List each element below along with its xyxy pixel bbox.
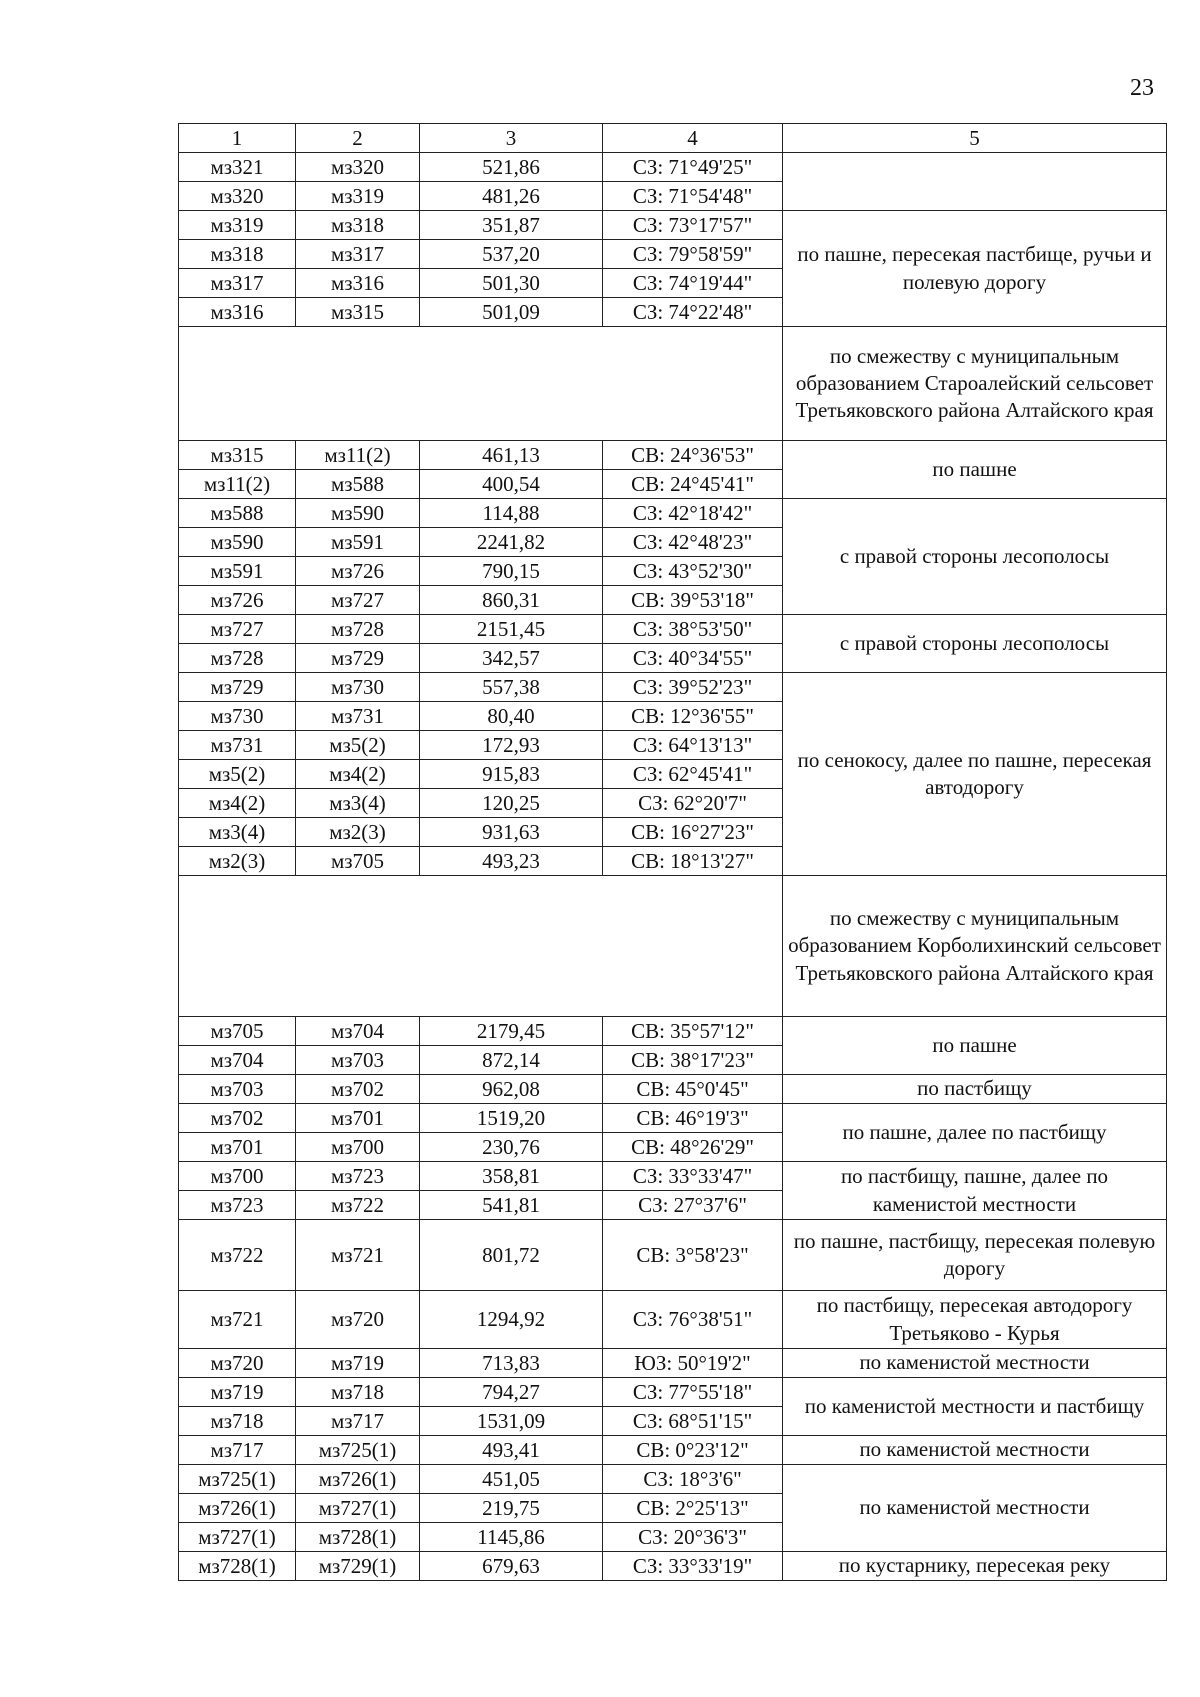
from-point: мз591 [179,557,296,586]
separator-row [179,327,1167,441]
to-point: мз723 [296,1162,420,1191]
to-point: мз700 [296,1133,420,1162]
length-cell: 931,63 [420,818,603,847]
table-row [179,1465,1167,1494]
length-cell: 537,20 [420,240,603,269]
bearing-cell: СЗ: 43°52'30" [603,557,783,586]
table-header-row [179,124,1167,153]
to-point: мз721 [296,1220,420,1291]
length-cell: 1294,92 [420,1291,603,1349]
to-point: мз727 [296,586,420,615]
from-point: мз588 [179,499,296,528]
bearing-cell: СВ: 45°0'45" [603,1075,783,1104]
bearing-cell: СЗ: 62°20'7" [603,789,783,818]
length-cell: 172,93 [420,731,603,760]
description-cell: по пашне [783,441,1167,499]
to-point: мз728 [296,615,420,644]
from-point: мз728 [179,644,296,673]
bearing-cell: СВ: 24°36'53" [603,441,783,470]
to-point: мз317 [296,240,420,269]
bearing-cell: СЗ: 77°55'18" [603,1378,783,1407]
to-point: мз591 [296,528,420,557]
column-header: 4 [603,124,783,153]
length-cell: 451,05 [420,1465,603,1494]
bearing-cell: СЗ: 68°51'15" [603,1407,783,1436]
length-cell: 794,27 [420,1378,603,1407]
length-cell: 801,72 [420,1220,603,1291]
from-point: мз729 [179,673,296,702]
separator-description: по смежеству с муниципальным образованием Корболихинский сельсовет Третьяковского района Алтайского края [783,876,1167,1017]
table-row [179,1349,1167,1378]
bearing-cell: СЗ: 42°18'42" [603,499,783,528]
from-point: мз719 [179,1378,296,1407]
to-point: мз725(1) [296,1436,420,1465]
separator-row [179,876,1167,1017]
length-cell: 557,38 [420,673,603,702]
description-cell: по пашне [783,1017,1167,1075]
table-row [179,1291,1167,1349]
from-point: мз727 [179,615,296,644]
from-point: мз318 [179,240,296,269]
to-point: мз318 [296,211,420,240]
from-point: мз717 [179,1436,296,1465]
description-cell: по каменистой местности и пастбищу [783,1378,1167,1436]
length-cell: 461,13 [420,441,603,470]
description-cell: по каменистой местности [783,1436,1167,1465]
length-cell: 80,40 [420,702,603,731]
to-point: мз319 [296,182,420,211]
bearing-cell: СВ: 38°17'23" [603,1046,783,1075]
bearing-cell: ЮЗ: 50°19'2" [603,1349,783,1378]
from-point: мз722 [179,1220,296,1291]
table-body [179,153,1167,1581]
bearing-cell: СЗ: 18°3'6" [603,1465,783,1494]
bearing-cell: СВ: 24°45'41" [603,470,783,499]
from-point: мз702 [179,1104,296,1133]
from-point: мз730 [179,702,296,731]
length-cell: 1531,09 [420,1407,603,1436]
length-cell: 481,26 [420,182,603,211]
from-point: мз319 [179,211,296,240]
table-row [179,1162,1167,1191]
from-point: мз725(1) [179,1465,296,1494]
table-row [179,1552,1167,1581]
table-row [179,673,1167,702]
bearing-cell: СВ: 2°25'13" [603,1494,783,1523]
bearing-cell: СЗ: 62°45'41" [603,760,783,789]
from-point: мз705 [179,1017,296,1046]
table-row [179,211,1167,240]
table-row [179,499,1167,528]
bearing-cell: СЗ: 27°37'6" [603,1191,783,1220]
description-cell: по пастбищу, пашне, далее по каменистой местности [783,1162,1167,1220]
bearing-cell: СВ: 46°19'3" [603,1104,783,1133]
bearing-cell: СЗ: 38°53'50" [603,615,783,644]
table-row [179,1017,1167,1046]
table-row [179,153,1167,182]
description-cell: по каменистой местности [783,1349,1167,1378]
separator-description: по смежеству с муниципальным образованием Староалейский сельсовет Третьяковского района Алтайского края [783,327,1167,441]
from-point: мз3(4) [179,818,296,847]
from-point: мз4(2) [179,789,296,818]
from-point: мз718 [179,1407,296,1436]
bearing-cell: СЗ: 64°13'13" [603,731,783,760]
bearing-cell: СВ: 3°58'23" [603,1220,783,1291]
to-point: мз3(4) [296,789,420,818]
length-cell: 501,09 [420,298,603,327]
from-point: мз726 [179,586,296,615]
bearing-cell: СВ: 12°36'55" [603,702,783,731]
length-cell: 219,75 [420,1494,603,1523]
length-cell: 501,30 [420,269,603,298]
bearing-cell: СЗ: 73°17'57" [603,211,783,240]
to-point: мз726(1) [296,1465,420,1494]
to-point: мз718 [296,1378,420,1407]
table-row [179,1104,1167,1133]
to-point: мз720 [296,1291,420,1349]
boundary-table [178,123,1167,1581]
from-point: мз321 [179,153,296,182]
from-point: мз2(3) [179,847,296,876]
bearing-cell: СЗ: 74°19'44" [603,269,783,298]
bearing-cell: СЗ: 20°36'3" [603,1523,783,1552]
from-point: мз590 [179,528,296,557]
from-point: мз704 [179,1046,296,1075]
from-point: мз701 [179,1133,296,1162]
length-cell: 493,23 [420,847,603,876]
description-cell [783,153,1167,211]
from-point: мз11(2) [179,470,296,499]
to-point: мз730 [296,673,420,702]
column-header: 5 [783,124,1167,153]
from-point: мз703 [179,1075,296,1104]
to-point: мз705 [296,847,420,876]
from-point: мз317 [179,269,296,298]
to-point: мз702 [296,1075,420,1104]
column-header: 1 [179,124,296,153]
bearing-cell: СВ: 16°27'23" [603,818,783,847]
length-cell: 713,83 [420,1349,603,1378]
length-cell: 358,81 [420,1162,603,1191]
bearing-cell: СЗ: 76°38'51" [603,1291,783,1349]
bearing-cell: СЗ: 79°58'59" [603,240,783,269]
to-point: мз590 [296,499,420,528]
length-cell: 2241,82 [420,528,603,557]
bearing-cell: СВ: 39°53'18" [603,586,783,615]
to-point: мз727(1) [296,1494,420,1523]
table-row [179,1220,1167,1291]
to-point: мз728(1) [296,1523,420,1552]
to-point: мз717 [296,1407,420,1436]
description-cell: с правой стороны лесополосы [783,499,1167,615]
to-point: мз316 [296,269,420,298]
to-point: мз729 [296,644,420,673]
bearing-cell: СЗ: 74°22'48" [603,298,783,327]
bearing-cell: СВ: 18°13'27" [603,847,783,876]
length-cell: 400,54 [420,470,603,499]
from-point: мз721 [179,1291,296,1349]
to-point: мз731 [296,702,420,731]
length-cell: 2179,45 [420,1017,603,1046]
column-header: 3 [420,124,603,153]
description-cell: по пашне, далее по пастбищу [783,1104,1167,1162]
bearing-cell: СЗ: 33°33'19" [603,1552,783,1581]
length-cell: 962,08 [420,1075,603,1104]
from-point: мз728(1) [179,1552,296,1581]
length-cell: 860,31 [420,586,603,615]
from-point: мз726(1) [179,1494,296,1523]
to-point: мз588 [296,470,420,499]
description-cell: по кустарнику, пересекая реку [783,1552,1167,1581]
length-cell: 1519,20 [420,1104,603,1133]
length-cell: 915,83 [420,760,603,789]
bearing-cell: СВ: 0°23'12" [603,1436,783,1465]
length-cell: 351,87 [420,211,603,240]
table-row [179,1075,1167,1104]
to-point: мз5(2) [296,731,420,760]
from-point: мз5(2) [179,760,296,789]
to-point: мз729(1) [296,1552,420,1581]
length-cell: 114,88 [420,499,603,528]
bearing-cell: СЗ: 71°49'25" [603,153,783,182]
length-cell: 1145,86 [420,1523,603,1552]
separator-blank [179,876,783,1017]
to-point: мз704 [296,1017,420,1046]
to-point: мз11(2) [296,441,420,470]
from-point: мз315 [179,441,296,470]
bearing-cell: СЗ: 40°34'55" [603,644,783,673]
length-cell: 679,63 [420,1552,603,1581]
length-cell: 790,15 [420,557,603,586]
description-cell: по сенокосу, далее по пашне, пересекая автодорогу [783,673,1167,876]
length-cell: 541,81 [420,1191,603,1220]
description-cell: по пашне, пастбищу, пересекая полевую дорогу [783,1220,1167,1291]
table-row [179,1436,1167,1465]
length-cell: 872,14 [420,1046,603,1075]
description-cell: по пашне, пересекая пастбище, ручьи и полевую дорогу [783,211,1167,327]
to-point: мз315 [296,298,420,327]
from-point: мз723 [179,1191,296,1220]
to-point: мз701 [296,1104,420,1133]
bearing-cell: СЗ: 42°48'23" [603,528,783,557]
description-cell: по пастбищу, пересекая автодорогу Третьяково - Курья [783,1291,1167,1349]
length-cell: 493,41 [420,1436,603,1465]
to-point: мз719 [296,1349,420,1378]
table-row [179,615,1167,644]
to-point: мз703 [296,1046,420,1075]
description-cell: по каменистой местности [783,1465,1167,1552]
separator-blank [179,327,783,441]
description-cell: по пастбищу [783,1075,1167,1104]
to-point: мз726 [296,557,420,586]
to-point: мз4(2) [296,760,420,789]
bearing-cell: СВ: 35°57'12" [603,1017,783,1046]
table-row [179,441,1167,470]
page-number: 23 [1130,75,1154,101]
from-point: мз731 [179,731,296,760]
to-point: мз2(3) [296,818,420,847]
from-point: мз316 [179,298,296,327]
description-cell: с правой стороны лесополосы [783,615,1167,673]
from-point: мз727(1) [179,1523,296,1552]
length-cell: 120,25 [420,789,603,818]
bearing-cell: СЗ: 71°54'48" [603,182,783,211]
bearing-cell: СВ: 48°26'29" [603,1133,783,1162]
bearing-cell: СЗ: 33°33'47" [603,1162,783,1191]
from-point: мз320 [179,182,296,211]
column-header: 2 [296,124,420,153]
length-cell: 230,76 [420,1133,603,1162]
bearing-cell: СЗ: 39°52'23" [603,673,783,702]
to-point: мз320 [296,153,420,182]
from-point: мз720 [179,1349,296,1378]
length-cell: 2151,45 [420,615,603,644]
table-row [179,1378,1167,1407]
to-point: мз722 [296,1191,420,1220]
from-point: мз700 [179,1162,296,1191]
length-cell: 521,86 [420,153,603,182]
length-cell: 342,57 [420,644,603,673]
